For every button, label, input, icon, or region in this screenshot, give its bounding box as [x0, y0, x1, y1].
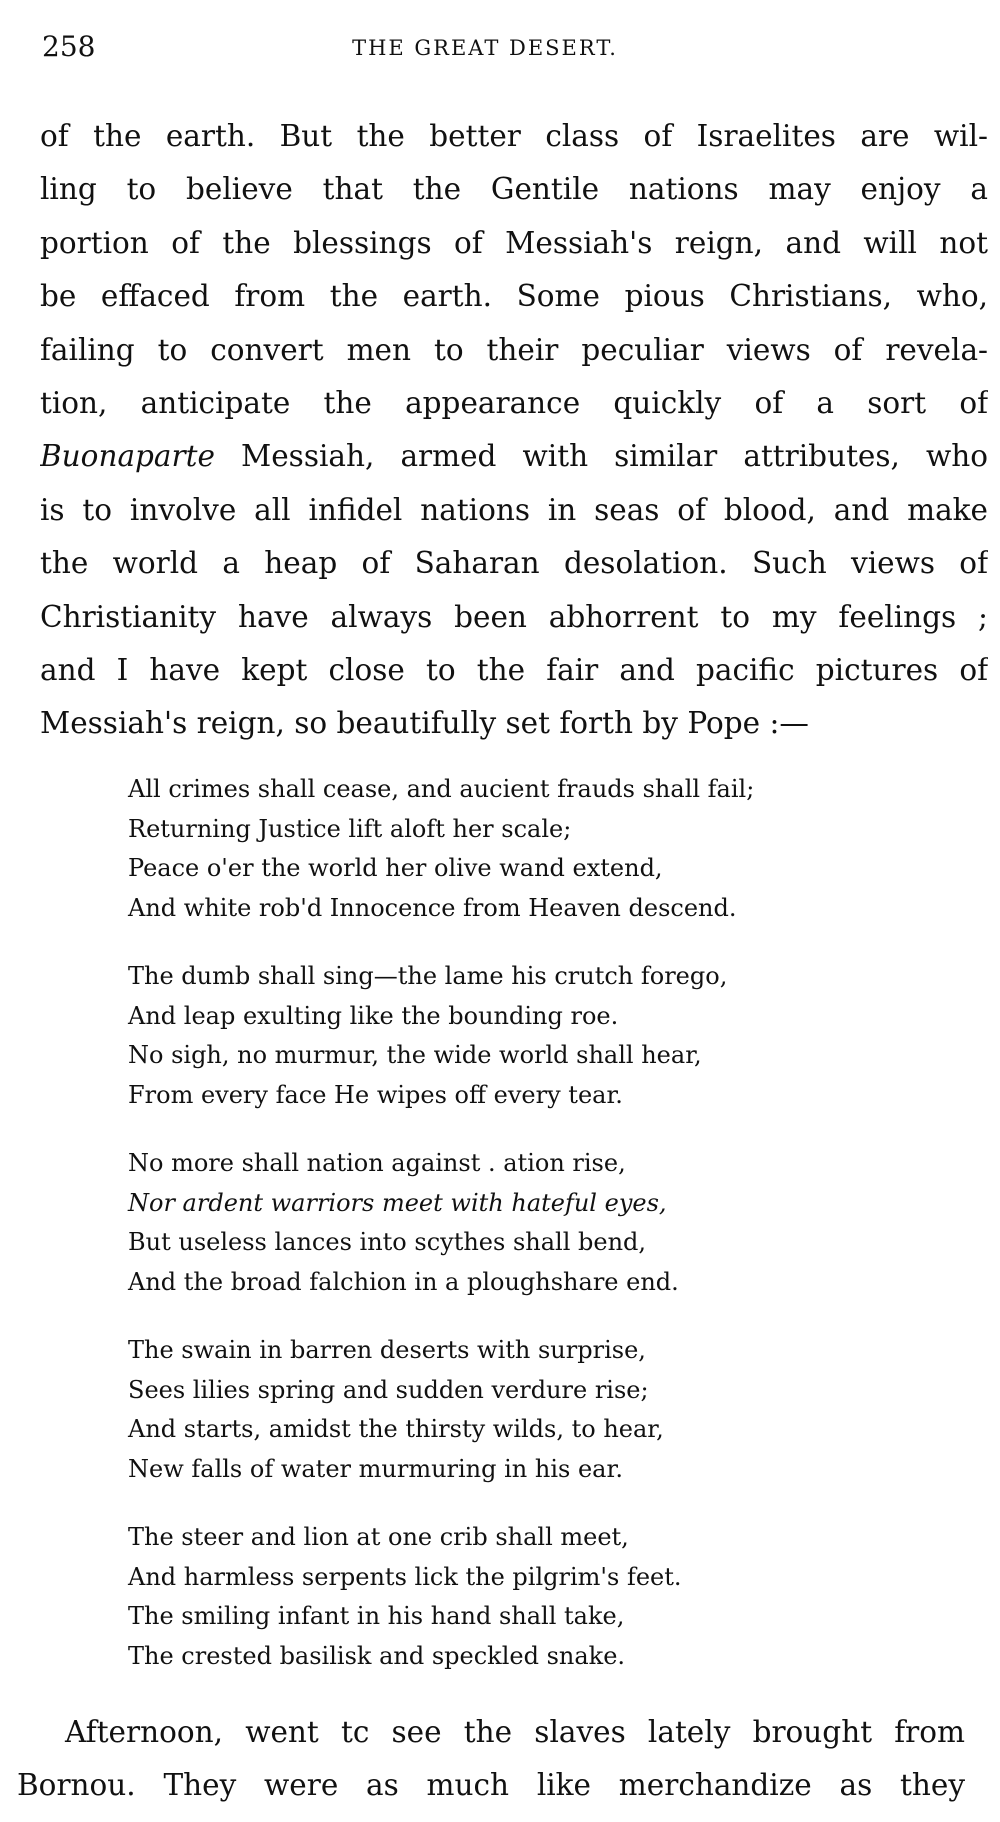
text-line: Messiah's reign, so beautifully set forth by Pope :— [40, 706, 809, 741]
stanza [128, 1331, 754, 1489]
text-line: the world a heap of Saharan desolation. Such views of [40, 546, 988, 581]
text-line [40, 430, 988, 483]
verse-line: The swain in barren deserts with surprise, [128, 1336, 646, 1364]
italic-name: Buonaparte [40, 439, 215, 474]
text-line: is to involve all infidel nations in seas of blood, and make [40, 492, 988, 527]
text-line: Bornou. They were as much like merchandize as they [17, 1768, 965, 1803]
text-line: portion of the blessings of Messiah's reign, and will not [40, 225, 988, 260]
stanza [128, 957, 754, 1115]
verse-line: No more shall nation against . ation rise, [128, 1149, 626, 1177]
verse-line: Nor ardent warriors meet with hateful eyes, [128, 1188, 667, 1217]
verse-line: The crested basilisk and speckled snake. [128, 1641, 626, 1670]
running-title: THE GREAT DESERT. [352, 36, 618, 60]
text-span: Messiah, armed with similar attributes, who [214, 439, 988, 474]
verse-line: New falls of water murmuring in his ear. [128, 1454, 623, 1483]
text-line: and I have kept close to the fair and pacific pictures of [40, 652, 988, 687]
stanza [128, 1144, 754, 1302]
stanza [128, 1518, 754, 1676]
text-line: tion, anticipate the appearance quickly of a sort of [40, 385, 988, 420]
verse-line: All crimes shall cease, and aucient frauds shall fail; [128, 775, 755, 803]
verse-line: But useless lances into scythes shall bend, [128, 1228, 647, 1256]
text-line: Christianity have always been abhorrent to my feelings ; [40, 599, 988, 634]
body-paragraph [17, 1706, 965, 1813]
poem-quotation [128, 770, 754, 1705]
text-line: be effaced from the earth. Some pious Christians, who, [40, 279, 988, 314]
body-paragraph [40, 110, 988, 751]
stanza [128, 770, 754, 928]
verse-line: From every face He wipes off every tear. [128, 1080, 623, 1109]
verse-line: Sees lilies spring and sudden verdure rise; [128, 1375, 649, 1404]
text-line: ling to believe that the Gentile nations may enjoy a [40, 172, 988, 207]
verse-line: And leap exulting like the bounding roe. [128, 1001, 619, 1030]
verse-line: And starts, amidst the thirsty wilds, to hear, [128, 1415, 664, 1443]
verse-line: Returning Justice lift aloft her scale; [128, 814, 572, 843]
verse-line: Peace o'er the world her olive wand extend, [128, 854, 663, 882]
text-line: failing to convert men to their peculiar views of revela- [40, 332, 988, 367]
page-number: 258 [42, 30, 96, 63]
verse-line: And the broad falchion in a ploughshare end. [128, 1267, 679, 1296]
text-line: of the earth. But the better class of Israelites are wil- [40, 119, 988, 153]
verse-line: No sigh, no murmur, the wide world shall hear, [128, 1041, 702, 1069]
verse-line: And harmless serpents lick the pilgrim's feet. [128, 1562, 682, 1591]
verse-line: The steer and lion at one crib shall meet, [128, 1523, 629, 1551]
verse-line: And white rob'd Innocence from Heaven descend. [128, 893, 737, 922]
verse-line: The dumb shall sing—the lame his crutch forego, [128, 962, 728, 990]
verse-line: The smiling infant in his hand shall take, [128, 1602, 625, 1630]
text-line: Afternoon, went tc see the slaves lately brought from [65, 1715, 965, 1749]
